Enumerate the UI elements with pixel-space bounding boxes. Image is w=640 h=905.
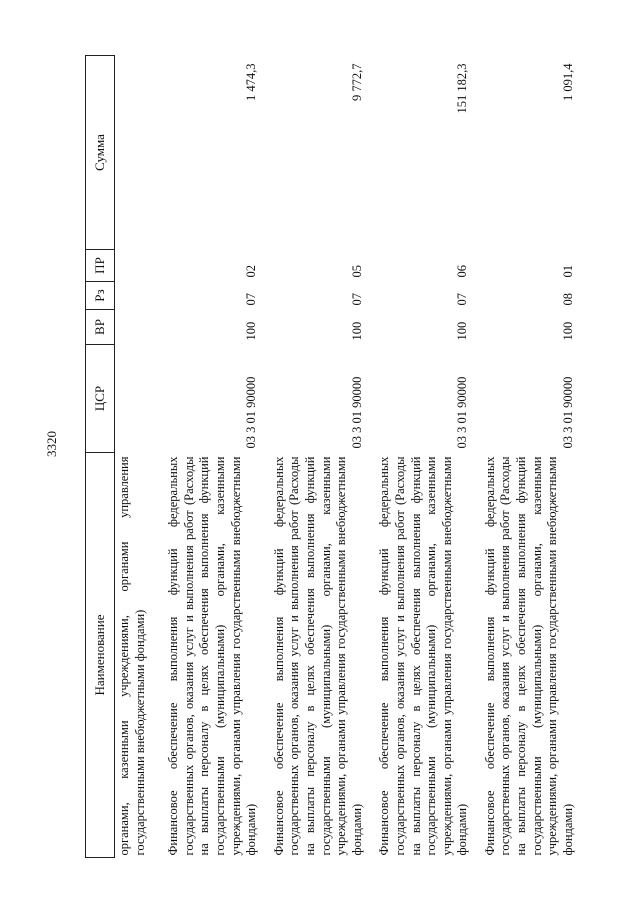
row-csr: 03 3 01 90000 bbox=[455, 376, 470, 449]
table-row bbox=[371, 56, 477, 858]
row-name: Финансовое обеспечение выполнения функций федеральных государственных органов, оказания услуг и выполнения работ (Расходы на выплаты персоналу в целях обеспечения выполнения функций государственными (муниципальными) органами, казенными учреждениями, органами управления государственными внебюджетными фондами) bbox=[482, 456, 575, 856]
row-rz: 08 bbox=[560, 293, 575, 306]
row-name: Финансовое обеспечение выполнения функций федеральных государственных органов, оказания услуг и выполнения работ (Расходы на выплаты персоналу в целях обеспечения выполнения функций государственными (муниципальными) органами, казенными учреждениями, органами управления государственными внебюджетными фондами) bbox=[166, 456, 259, 856]
row-vr: 100 bbox=[244, 321, 259, 341]
budget-table-page bbox=[85, 56, 607, 858]
row-vr: 100 bbox=[349, 321, 364, 341]
continuation-text: органами, казенными учреждениями, органами управления государственными внебюджетными фондами) bbox=[117, 456, 147, 856]
table-row bbox=[477, 56, 583, 858]
header-csr: ЦСР bbox=[86, 345, 115, 453]
table-row bbox=[160, 56, 266, 858]
table-row bbox=[266, 56, 372, 858]
row-sum: 9 772,7 bbox=[349, 63, 364, 101]
budget-table bbox=[85, 55, 582, 858]
row-csr: 03 3 01 90000 bbox=[560, 376, 575, 449]
row-csr: 03 3 01 90000 bbox=[244, 376, 259, 449]
row-vr: 100 bbox=[560, 321, 575, 341]
row-name: Финансовое обеспечение выполнения функций федеральных государственных органов, оказания услуг и выполнения работ (Расходы на выплаты персоналу в целях обеспечения выполнения функций государственными (муниципальными) органами, казенными учреждениями, органами управления государственными внебюджетными фондами) bbox=[377, 456, 470, 856]
row-sum: 1 091,4 bbox=[560, 63, 575, 101]
row-pr: 06 bbox=[455, 265, 470, 278]
row-name: Финансовое обеспечение выполнения функций федеральных государственных органов, оказания услуг и выполнения работ (Расходы на выплаты персоналу в целях обеспечения выполнения функций государственными (муниципальными) органами, казенными учреждениями, органами управления государственными внебюджетными фондами) bbox=[271, 456, 364, 856]
row-pr: 05 bbox=[349, 265, 364, 278]
page-number: 3320 bbox=[44, 431, 59, 457]
table-header-row bbox=[86, 56, 115, 858]
header-name: Наименование bbox=[86, 453, 115, 858]
row-sum: 151 182,3 bbox=[455, 63, 470, 114]
table-row-continuation bbox=[115, 56, 161, 858]
header-rz: Рз bbox=[86, 282, 115, 310]
header-pr: ПР bbox=[86, 250, 115, 282]
row-pr: 02 bbox=[244, 265, 259, 278]
header-vr: ВР bbox=[86, 310, 115, 345]
row-vr: 100 bbox=[455, 321, 470, 341]
row-pr: 01 bbox=[560, 265, 575, 278]
row-rz: 07 bbox=[349, 293, 364, 306]
header-sum: Сумма bbox=[86, 56, 115, 250]
row-sum: 1 474,3 bbox=[244, 63, 259, 101]
row-rz: 07 bbox=[244, 293, 259, 306]
row-csr: 03 3 01 90000 bbox=[349, 376, 364, 449]
row-rz: 07 bbox=[455, 293, 470, 306]
